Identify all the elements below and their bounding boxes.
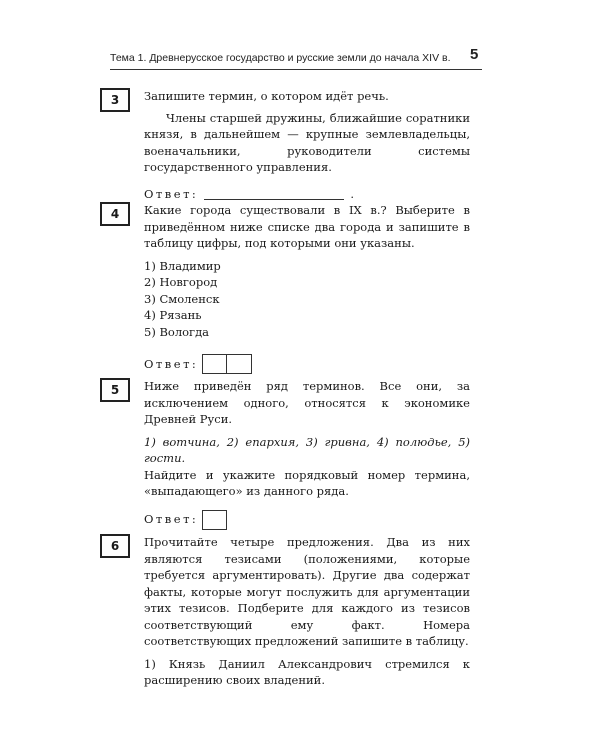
task-body <box>144 378 470 530</box>
answer-label: Ответ: <box>144 512 199 527</box>
task-prompt: Прочитайте четыре предложения. Два из них являются тезисами (положениями, которые требуется аргументировать). Другие два содержат факты, которые могут послужить для аргументации этих тезисов. Подберите для каждого из тезисов соответствующий ему факт. Номера соответствующих предложений запишите в таблицу. <box>144 535 470 648</box>
task-terms: 1) вотчина, 2) епархия, 3) гривна, 4) полюдье, 5) гости. <box>144 434 470 465</box>
task-number-box: 6 <box>100 534 130 558</box>
answer-end-period: . <box>350 186 354 201</box>
answer-cells <box>202 354 252 374</box>
task-body <box>144 534 470 689</box>
answer-cell-2[interactable] <box>227 354 252 374</box>
task-number-box: 5 <box>100 378 130 402</box>
task-prompt: Запишите термин, о котором идёт речь. <box>144 89 389 103</box>
answer-row <box>144 186 470 203</box>
task-5 <box>100 378 480 528</box>
header-rule <box>110 69 482 70</box>
option-item: 4) Рязань <box>144 308 202 322</box>
task-body <box>144 88 470 202</box>
option-item: 1) Владимир <box>144 258 221 273</box>
task-body <box>144 202 470 374</box>
task-prompt: Ниже приведён ряд терминов. Все они, за исключением одного, относятся к экономике Древней Руси. <box>144 379 470 426</box>
answer-label: Ответ: <box>144 356 199 371</box>
options-list <box>144 258 470 341</box>
task-number-box: 4 <box>100 202 130 226</box>
task-number-box: 3 <box>100 88 130 112</box>
answer-row <box>144 510 470 530</box>
task-text: Члены старшей дружины, ближайшие соратники князя, в дальнейшем — крупные землевладельцы, военачальники, руководители системы государственного управления. <box>144 110 470 174</box>
option-item: 3) Смоленск <box>144 291 220 306</box>
answer-cell-1[interactable] <box>202 510 227 530</box>
answer-row <box>144 354 470 374</box>
task-6 <box>100 534 480 694</box>
option-item: 2) Новгород <box>144 275 218 289</box>
running-header: Тема 1. Древнерусское государство и русские земли до начала XIV в. <box>110 52 451 64</box>
task-4 <box>100 202 480 370</box>
answer-cells <box>202 510 227 530</box>
task-item-1: 1) Князь Даниил Александрович стремился к расширению своих владений. <box>144 656 470 687</box>
answer-line-field[interactable] <box>204 187 344 200</box>
page-number: 5 <box>470 46 479 63</box>
option-item: 5) Вологда <box>144 324 210 339</box>
answer-cell-1[interactable] <box>202 354 227 374</box>
task-prompt: Какие города существовали в IX в.? Выберите в приведённом ниже списке два города и запишите в таблицу цифры, под которыми они указаны. <box>144 203 470 250</box>
task-3 <box>100 88 480 201</box>
task-instruction: Найдите и укажите порядковый номер термина, «выпадающего» из данного ряда. <box>144 467 470 498</box>
answer-label: Ответ: <box>144 186 199 201</box>
